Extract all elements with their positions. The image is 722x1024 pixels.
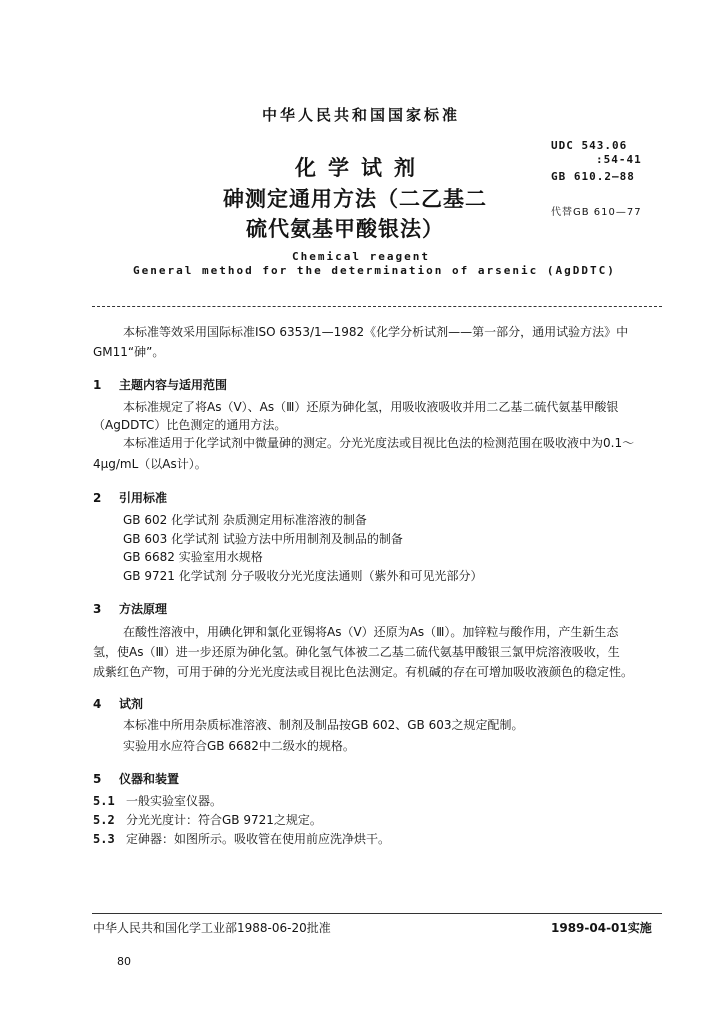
section-number: 3: [93, 602, 102, 616]
approval-note: 中华人民共和国化学工业部1988-06-20批准: [93, 921, 331, 935]
section-number: 4: [93, 697, 102, 711]
english-title-line-2: General method for the determination of arsenic (AgDDTC): [133, 264, 616, 277]
national-standard-label: 中华人民共和国国家标准: [261, 106, 460, 124]
section-number: 2: [93, 491, 102, 505]
s3-line-1: 在酸性溶液中，用碘化钾和氯化亚锡将As（Ⅴ）还原为As（Ⅲ）。加锌粒与酸作用，产生新生态: [123, 625, 619, 639]
item-text: 定砷器：如图所示。吸收管在使用前应洗净烘干。: [126, 832, 391, 846]
reference-item: GB 9721 化学试剂 分子吸收分光光度法通则（紫外和可见光部分）: [123, 569, 483, 583]
section-5-heading: [93, 770, 179, 787]
header-divider: [92, 306, 662, 307]
item-number: 5.3: [93, 832, 115, 846]
item-text: 分光光度计：符合GB 9721之规定。: [126, 813, 322, 827]
s1-p1-line-2: （AgDDTC）比色测定的通用方法。: [93, 418, 287, 432]
implementation-date: 1989-04-01实施: [551, 921, 652, 935]
reference-item: GB 602 化学试剂 杂质测定用标准溶液的制备: [123, 513, 367, 527]
gb-standard-number: GB 610.2—88: [551, 170, 635, 183]
footer-divider: [92, 913, 662, 914]
title-line-2: 砷测定通用方法（二乙基二: [223, 186, 487, 211]
page-number: 80: [117, 955, 131, 968]
s4-line-2: 实验用水应符合GB 6682中二级水的规格。: [123, 739, 355, 753]
section-2-heading: [93, 489, 167, 506]
section-title: 主题内容与适用范围: [119, 378, 228, 392]
section-3-heading: [93, 600, 167, 617]
s1-p2-line-2: 4μg/mL（以As计）。: [93, 457, 207, 471]
item-number: 5.2: [93, 813, 115, 827]
section-title: 方法原理: [119, 602, 168, 616]
section-number: 1: [93, 378, 102, 392]
section-title: 引用标准: [119, 491, 168, 505]
reference-item: GB 603 化学试剂 试验方法中所用制剂及制品的制备: [123, 532, 403, 546]
item-number: 5.1: [93, 794, 115, 808]
section-title: 试剂: [119, 697, 144, 711]
udc-code-continuation: :54-41: [596, 153, 642, 166]
section-title: 仪器和装置: [119, 772, 180, 786]
intro-line-1: 本标准等效采用国际标准ISO 6353/1—1982《化学分析试剂——第一部分，通用试验方法》中: [123, 325, 629, 339]
title-line-3: 硫代氨基甲酸银法）: [246, 216, 444, 241]
intro-line-2: GM11“砷”。: [93, 345, 165, 359]
section-number: 5: [93, 772, 102, 786]
s5-item: [93, 793, 222, 809]
s5-item: [93, 831, 390, 847]
s4-line-1: 本标准中所用杂质标准溶液、制剂及制品按GB 602、GB 603之规定配制。: [123, 718, 524, 732]
section-4-heading: [93, 695, 143, 712]
s5-item: [93, 812, 322, 828]
reference-item: GB 6682 实验室用水规格: [123, 550, 263, 564]
title-line-1: 化学试剂: [295, 155, 427, 180]
s3-line-3: 成紫红色产物，可用于砷的分光光度法或目视比色法测定。有机碱的存在可增加吸收液颜色的稳定性。: [93, 665, 634, 679]
s3-line-2: 氢，使As（Ⅲ）进一步还原为砷化氢。砷化氢气体被二乙基二硫代氨基甲酸银三氯甲烷溶液吸收，生: [93, 645, 620, 659]
replaces-standard: 代替GB 610—77: [551, 207, 642, 218]
item-text: 一般实验室仪器。: [126, 794, 223, 808]
udc-code: UDC 543.06: [551, 139, 628, 152]
s1-p2-line-1: 本标准适用于化学试剂中微量砷的测定。分光光度法或目视比色法的检测范围在吸收液中为0.1～: [123, 436, 635, 450]
s1-p1-line-1: 本标准规定了将As（Ⅴ）、As（Ⅲ）还原为砷化氢，用吸收液吸收并用二乙基二硫代氨基甲酸银: [123, 400, 619, 414]
english-title-line-1: Chemical reagent: [292, 250, 430, 263]
section-1-heading: [93, 376, 227, 393]
